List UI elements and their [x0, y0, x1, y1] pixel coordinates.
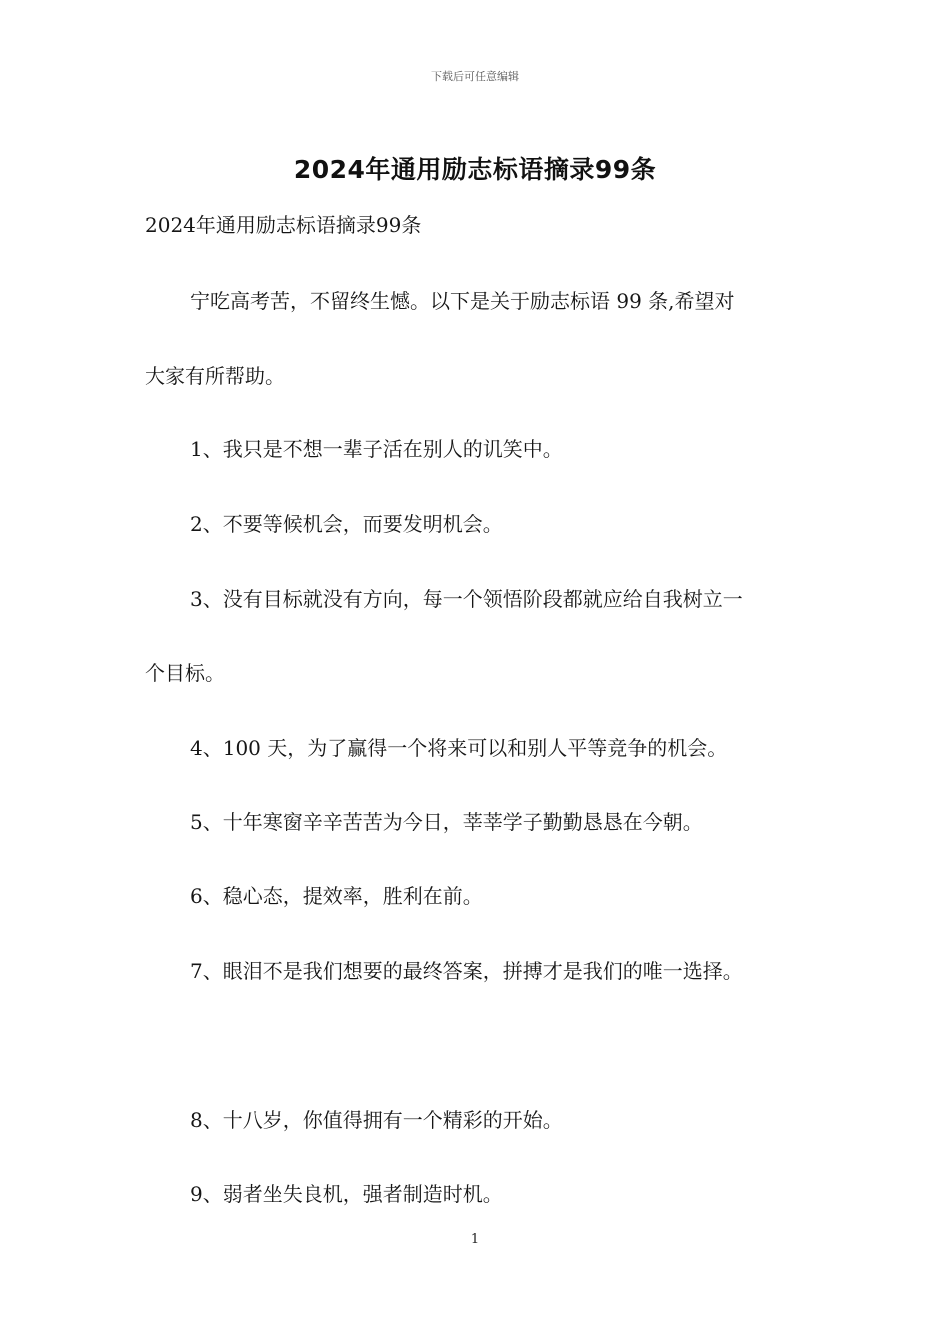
page-number: 1 — [470, 1232, 480, 1247]
slogan-item-9: 9、弱者坐失良机，强者制造时机。 — [190, 1182, 503, 1206]
slogan-item-4: 4、100 天，为了赢得一个将来可以和别人平等竞争的机会。 — [190, 736, 728, 760]
document-title: 2024年通用励志标语摘录99条 — [293, 155, 657, 184]
slogan-item-1: 1、我只是不想一辈子活在别人的讥笑中。 — [190, 437, 563, 461]
slogan-item-5: 5、十年寒窗辛辛苦苦为今日，莘莘学子勤勤恳恳在今朝。 — [190, 810, 703, 834]
slogan-item-3-continued: 个目标。 — [145, 661, 225, 685]
slogan-item-6: 6、稳心态，提效率，胜利在前。 — [190, 884, 483, 908]
header-note: 下载后可任意编辑 — [431, 70, 519, 83]
intro-paragraph-line-2: 大家有所帮助。 — [145, 364, 285, 388]
slogan-item-3: 3、没有目标就没有方向，每一个领悟阶段都就应给自我树立一 — [190, 587, 743, 611]
slogan-item-2: 2、不要等候机会，而要发明机会。 — [190, 512, 503, 536]
slogan-item-7: 7、眼泪不是我们想要的最终答案，拼搏才是我们的唯一选择。 — [190, 959, 743, 983]
slogan-item-8: 8、十八岁，你值得拥有一个精彩的开始。 — [190, 1108, 563, 1132]
intro-paragraph-line-1: 宁吃高考苦，不留终生憾。以下是关于励志标语 99 条,希望对 — [190, 289, 735, 313]
document-subtitle: 2024年通用励志标语摘录99条 — [145, 213, 422, 237]
